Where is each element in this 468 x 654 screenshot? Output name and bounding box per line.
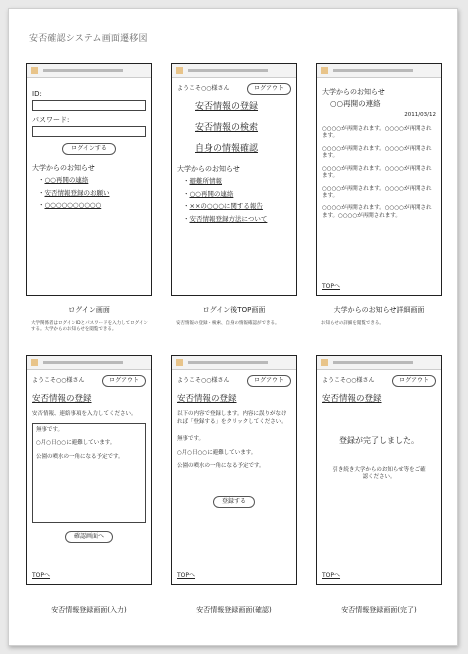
top-link[interactable]: TOPへ — [32, 572, 51, 579]
app-icon — [321, 67, 328, 74]
done-note: 引き続き大学からのお知らせ等をご確認ください。 — [332, 466, 426, 481]
screen-title: 安否情報の登録 — [32, 394, 92, 404]
news-body-paragraph: ○○○○が再開されます。○○○○が再開されます。 — [322, 125, 432, 140]
app-icon — [176, 359, 183, 366]
to-confirm-button[interactable]: 確認画面へ — [65, 531, 113, 543]
register-confirm-label: 安否情報登録画面(確認) — [196, 606, 272, 614]
menu-self-info-link[interactable]: 自身の情報確認 — [195, 144, 259, 155]
title-bar — [317, 64, 441, 78]
password-input[interactable] — [32, 126, 146, 137]
menu-search-link[interactable]: 安否情報の検索 — [195, 123, 259, 134]
title-bar — [172, 64, 296, 78]
welcome-text: ようこそ○○様さん — [177, 84, 230, 92]
login-screen-desc: 大学関係者はログインIDとパスワードを入力してログインする。大学からのお知らせを閲覧できる。 — [31, 321, 148, 332]
title-bar — [317, 356, 441, 370]
title-bar-line — [43, 69, 123, 72]
confirm-line: ○月○日○○に避難しています。 — [177, 449, 257, 456]
title-bar-line — [333, 361, 413, 364]
message-line: 無事です。 — [36, 426, 64, 433]
register-done-frame — [316, 355, 442, 585]
login-screen-frame: ID: パスワード: ログインする 大学からのお知らせ ・○○再開の連絡 ・安否情報登録のお願い ・○○○○○○○○○○ — [26, 63, 152, 296]
message-line: 公園の噴水の一角になる予定です。 — [36, 454, 124, 461]
news-link[interactable]: 安否情報登録のお願い — [44, 188, 110, 197]
news-link[interactable]: ○○再開の連絡 — [189, 189, 234, 198]
news-link[interactable]: ××の○○○に関する報告 — [189, 202, 263, 211]
top-screen-label: ログイン後TOP画面 — [202, 306, 266, 314]
app-icon — [321, 359, 328, 366]
title-bar — [172, 356, 296, 370]
welcome-text: ようこそ○○様さん — [177, 376, 230, 384]
logout-button[interactable]: ログアウト — [247, 83, 291, 95]
app-icon — [31, 359, 38, 366]
document-sheet — [8, 8, 458, 646]
register-input-frame — [26, 355, 152, 585]
instruction-text: 安否情報、連絡事項を入力してください。 — [32, 411, 137, 418]
password-label: パスワード: — [32, 116, 70, 125]
news-detail-label: 大学からのお知らせ詳細画面 — [333, 306, 425, 314]
message-textarea[interactable] — [32, 423, 146, 523]
instruction-text: 以下の内容で登録します。内容に誤りがなければ「登録する」をクリックしてください。 — [177, 411, 287, 425]
title-bar-line — [188, 361, 268, 364]
welcome-text: ようこそ○○様さん — [322, 376, 375, 384]
news-detail-frame — [316, 63, 442, 296]
confirm-line: 公園の噴水の一角になる予定です。 — [177, 463, 265, 469]
id-input[interactable] — [32, 100, 146, 111]
screen-title: 安否情報の登録 — [322, 394, 382, 404]
id-label: ID: — [32, 90, 42, 98]
done-message: 登録が完了しました。 — [339, 436, 419, 446]
news-heading: 大学からのお知らせ — [32, 164, 95, 173]
register-confirm-frame — [171, 355, 297, 585]
news-link[interactable]: ○○再開の連絡 — [44, 176, 89, 185]
news-heading: 大学からのお知らせ — [177, 165, 240, 174]
news-body-paragraph: ○○○○が再開されます。○○○○が再開されます。 — [322, 165, 432, 180]
logout-button[interactable]: ログアウト — [247, 375, 291, 387]
title-bar — [27, 64, 151, 78]
news-detail-title: ○○再開の連絡 — [330, 99, 381, 109]
top-link[interactable]: TOPへ — [322, 283, 341, 290]
message-line: ○月○日○○に避難しています。 — [36, 440, 116, 447]
document-title: 安否確認システム画面遷移図 — [29, 34, 148, 44]
title-bar — [27, 356, 151, 370]
news-detail-desc: お知らせの詳細を閲覧できる。 — [321, 321, 384, 326]
news-body-paragraph: ○○○○が再開されます。○○○○が再開されます。○○○○が再開されます。 — [322, 205, 432, 219]
screen-title: 安否情報の登録 — [177, 394, 237, 404]
news-detail-date: 2011/03/12 — [404, 112, 436, 119]
login-screen-label: ログイン画面 — [68, 306, 110, 314]
news-body-paragraph: ○○○○が再開されます。○○○○が再開されます。 — [322, 185, 432, 199]
logout-button[interactable]: ログアウト — [392, 375, 436, 387]
register-input-label: 安否情報登録画面(入力) — [51, 606, 127, 614]
menu-register-link[interactable]: 安否情報の登録 — [195, 102, 259, 112]
app-icon — [31, 67, 38, 74]
logout-button[interactable]: ログアウト — [102, 375, 146, 387]
confirm-line: 無事です。 — [177, 436, 205, 443]
top-link[interactable]: TOPへ — [177, 572, 196, 579]
register-done-label: 安否情報登録画面(完了) — [341, 606, 417, 614]
title-bar-line — [188, 69, 268, 72]
register-button[interactable]: 登録する — [213, 496, 255, 508]
top-screen-frame: ようこそ○○様さん ログアウト 安否情報の登録 安否情報の検索 自身の情報確認 大学からのお知らせ ・避難所情報 ・○○再開の連絡 ・××の○○○に関する報告 ・安否情報登録方法について — [171, 63, 297, 296]
news-detail-heading: 大学からのお知らせ — [322, 88, 385, 96]
title-bar-line — [333, 69, 413, 72]
news-link[interactable]: ○○○○○○○○○○ — [44, 201, 102, 210]
news-body-paragraph: ○○○○が再開されます。○○○○が再開されます。 — [322, 145, 432, 160]
news-link[interactable]: 避難所情報 — [189, 177, 222, 186]
app-icon — [176, 67, 183, 74]
news-link[interactable]: 安否情報登録方法について — [189, 214, 268, 223]
welcome-text: ようこそ○○様さん — [32, 376, 85, 384]
top-screen-desc: 安否情報の登録・検索、自身の情報確認ができる。 — [176, 321, 280, 326]
top-link[interactable]: TOPへ — [322, 572, 341, 579]
title-bar-line — [43, 361, 123, 364]
login-button[interactable]: ログインする — [62, 143, 116, 155]
